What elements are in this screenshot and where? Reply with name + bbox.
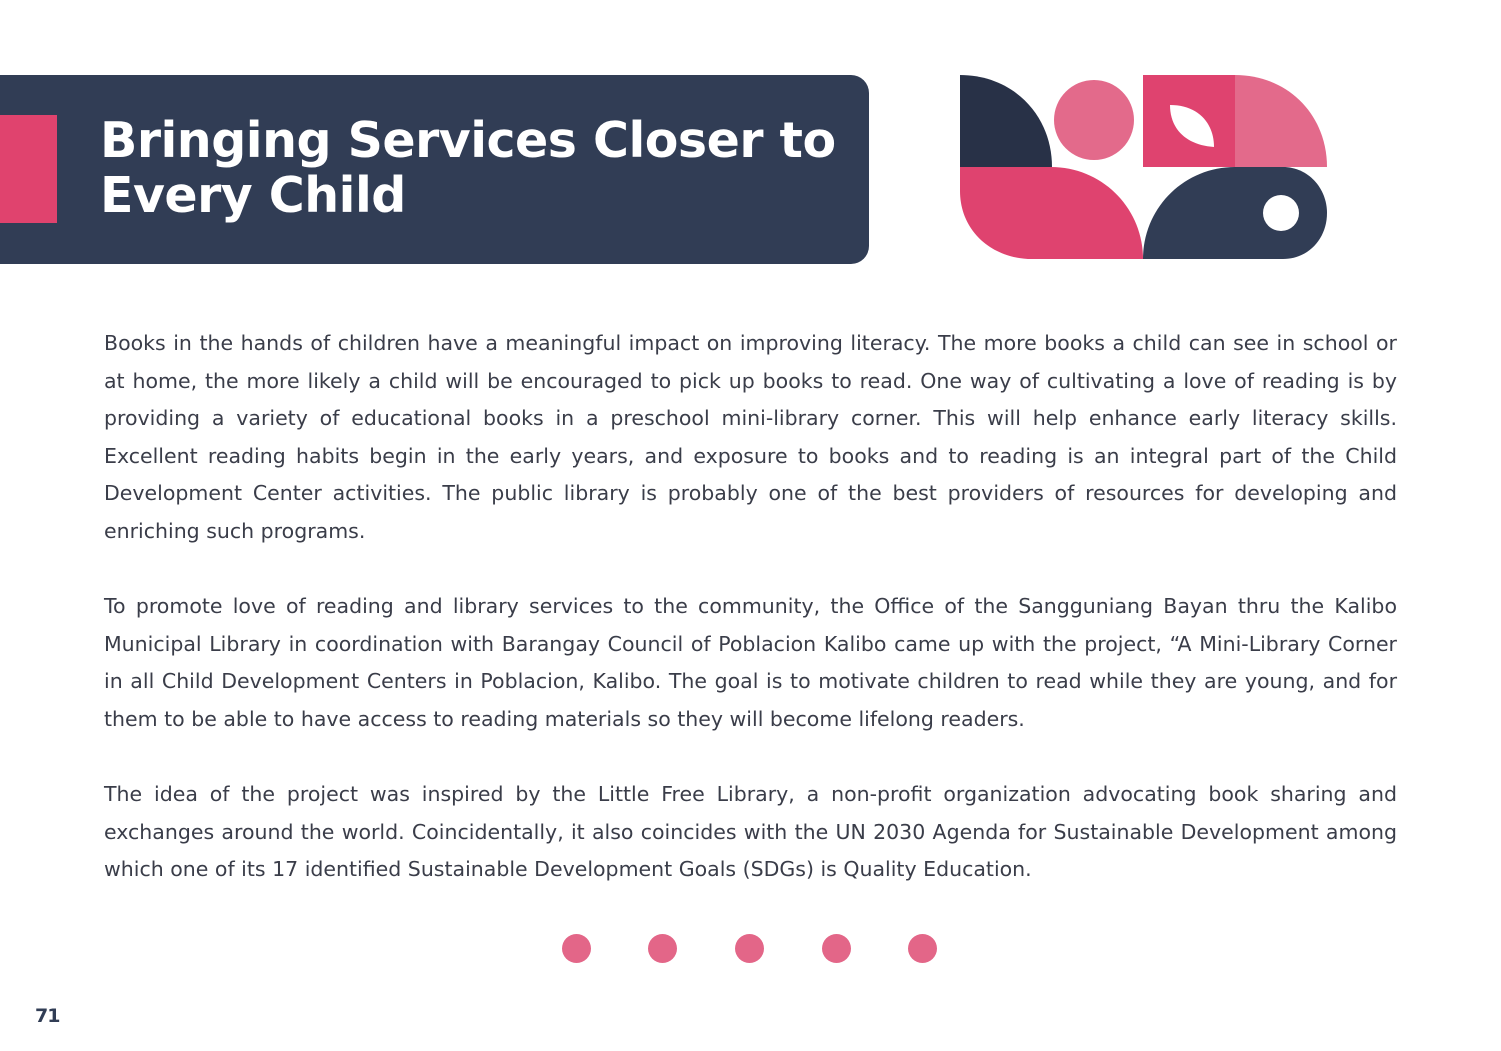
page-title — [100, 113, 840, 223]
body-text — [104, 325, 1397, 927]
paragraph-3: The idea of the project was inspired by the Little Free Library, a non-profit organization advocating book sharing and exchanges around the world. Coincidentally, it also coincides with the UN 2030 Agenda for Sustainable Development among which one of its 17 identified Sustainable Development Goals (SDGs) is Quality Education. — [104, 782, 1397, 882]
paragraph-1: Books in the hands of children have a meaningful impact on improving literacy. The more books a child can see in school or at home, the more likely a child will be encouraged to pick up books to read. One way of cultivating a love of reading is by providing a variety of educational books in a preschool mini-library corner. This will help enhance early literacy skills. Excellent reading habits begin in the early years, and exposure to books and to reading is an integral part of the Child Development Center activities. The public library is probably one of the best providers of resources for developing and enriching such programs. — [104, 331, 1397, 543]
dot-1 — [562, 934, 591, 963]
dot-5 — [908, 934, 937, 963]
decorative-dots — [562, 934, 942, 964]
dark-half-shape — [1143, 167, 1235, 259]
dot-2 — [648, 934, 677, 963]
light-pink-quarter-shape — [1235, 75, 1327, 167]
page-title-line-1: Bringing Services Closer to — [100, 112, 836, 169]
page-title-line-2: Every Child — [100, 167, 406, 224]
pink-wave-shape — [960, 167, 1143, 259]
dot-4 — [822, 934, 851, 963]
dot-3 — [735, 934, 764, 963]
page-number: 71 — [35, 1005, 60, 1027]
pink-circle-shape — [1054, 80, 1134, 160]
dark-leaf-shape — [960, 75, 1052, 167]
geometric-decoration — [958, 73, 1330, 261]
white-dot-shape — [1263, 195, 1299, 231]
title-accent-bar — [0, 115, 57, 223]
paragraph-2: To promote love of reading and library services to the community, the Office of the Sangguniang Bayan thru the Kalibo Municipal Library in coordination with Barangay Council of Poblacion Kalibo came up with the project, “A Mini-Library Corner in all Child Development Centers in Poblacion, Kalibo. The goal is to motivate children to read while they are young, and for them to be able to have access to reading materials so they will become lifelong readers. — [104, 594, 1397, 731]
